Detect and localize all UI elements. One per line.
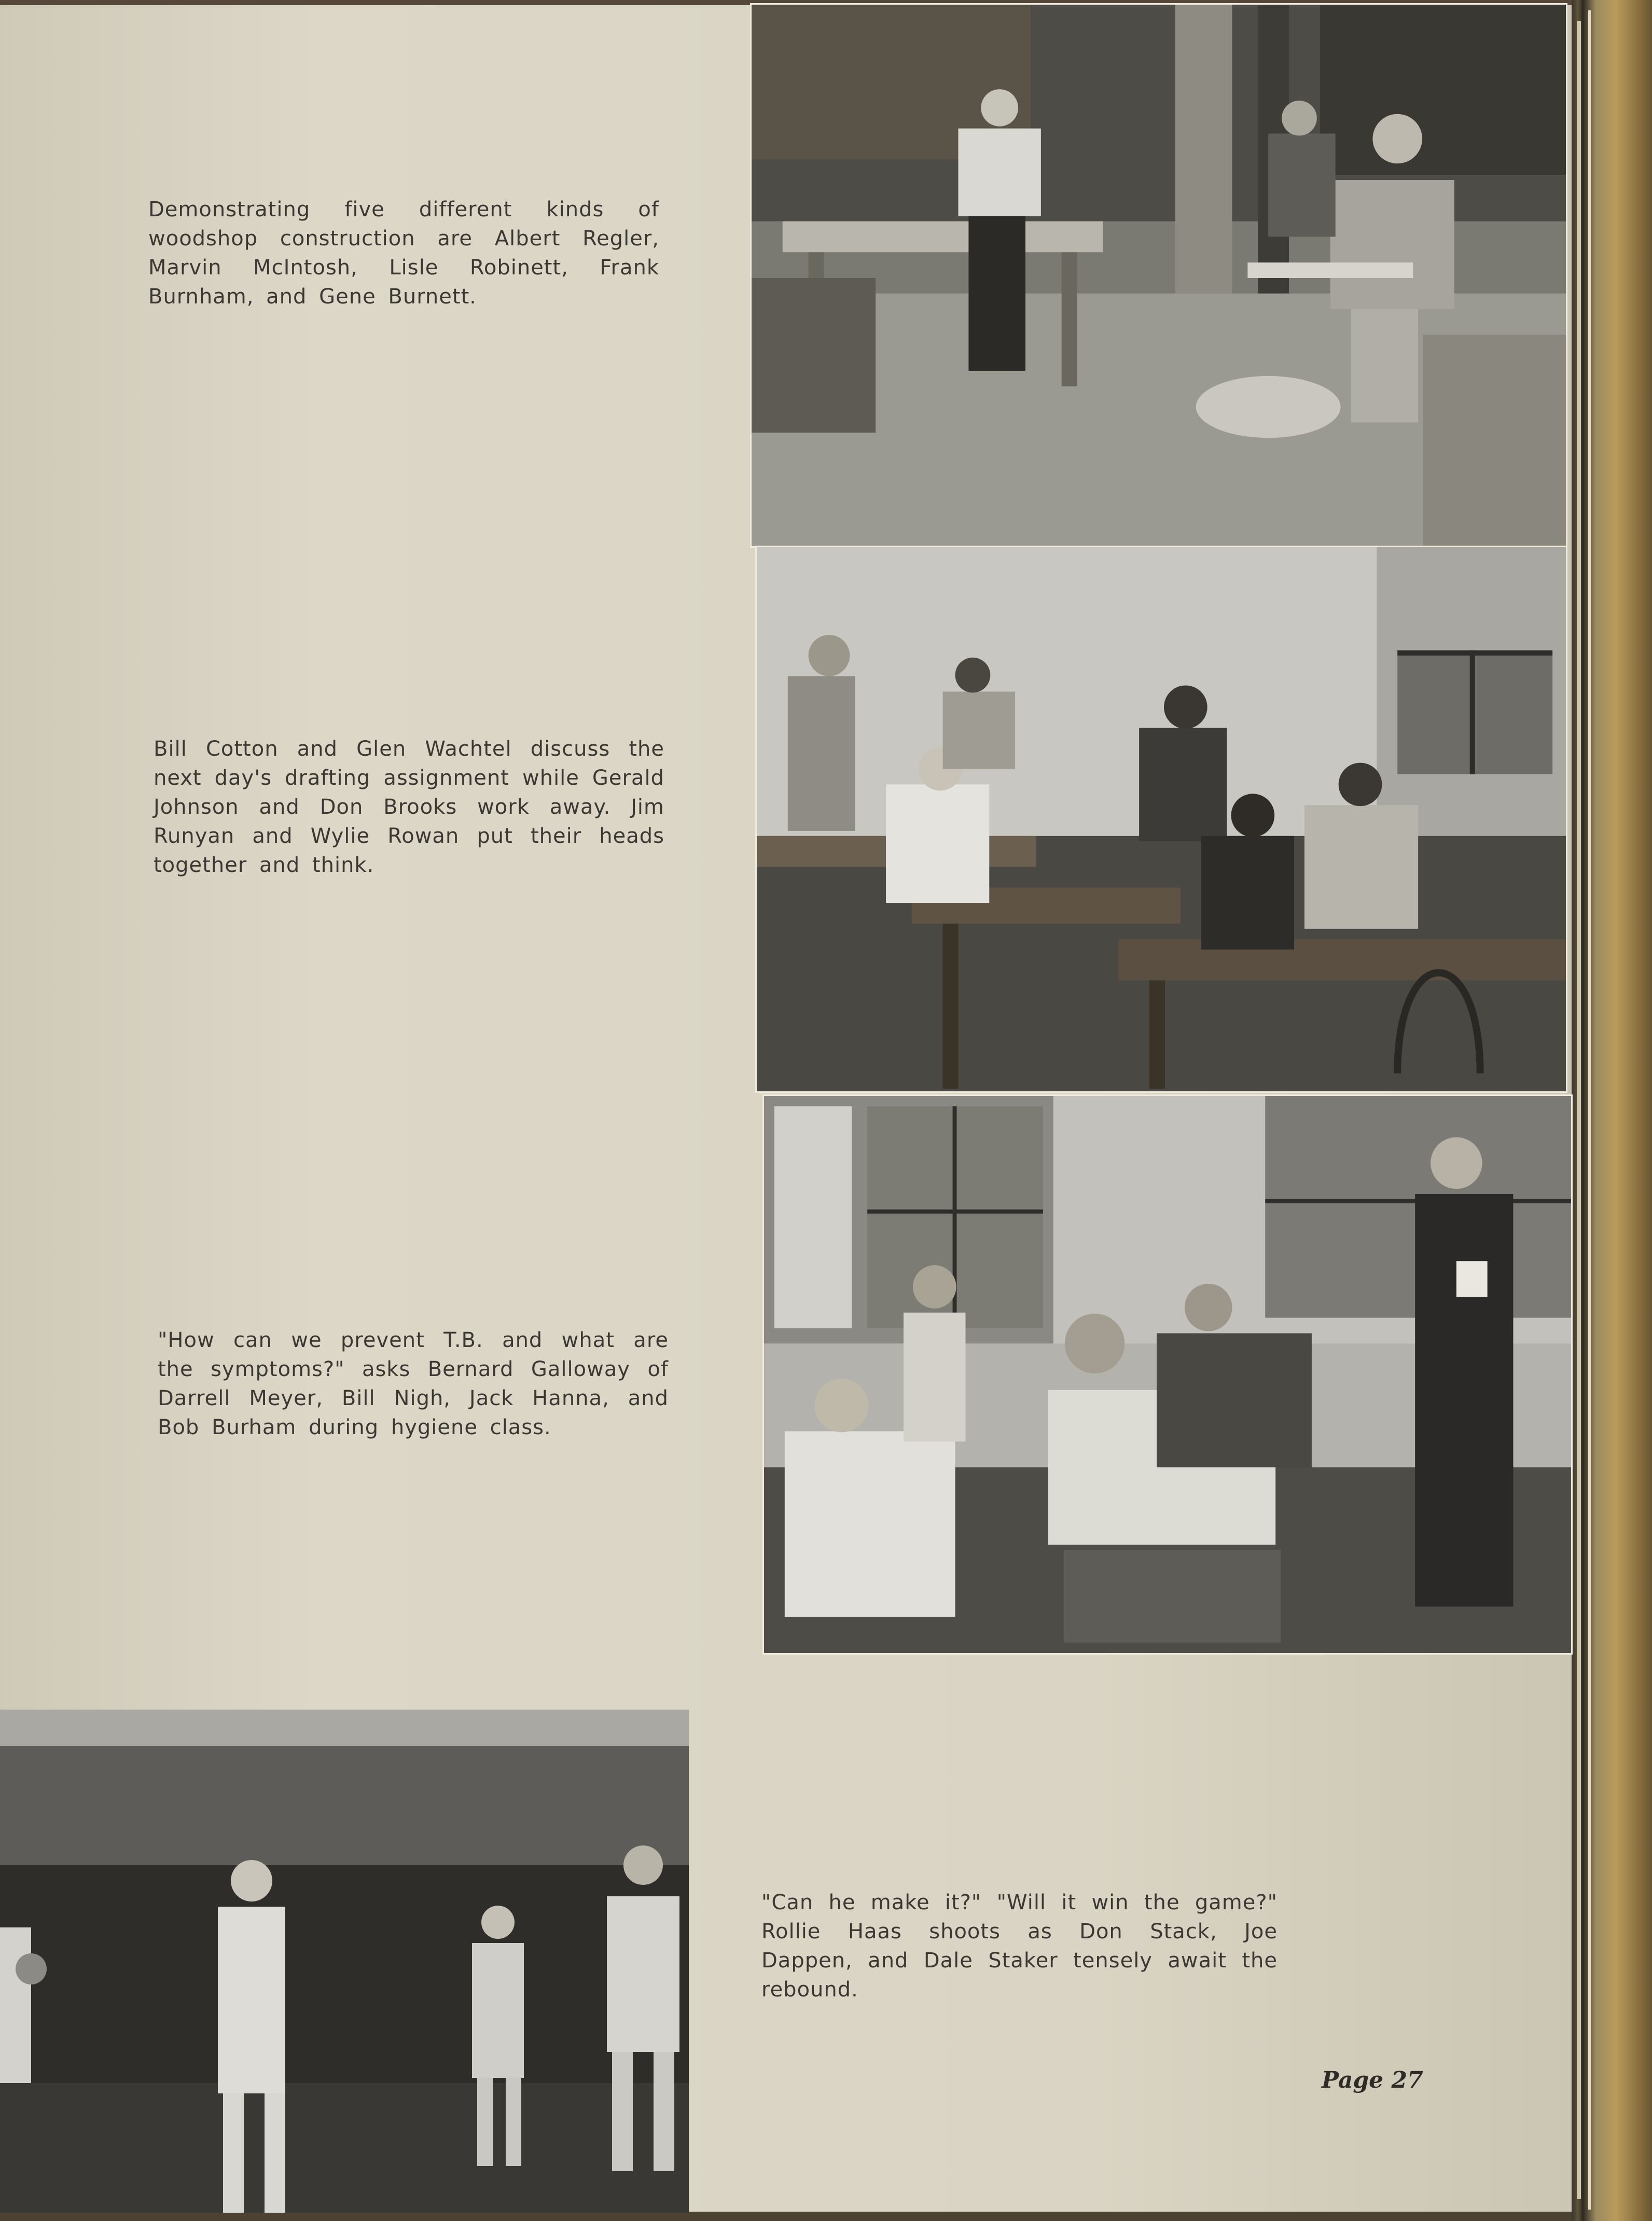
drafting-class-photo xyxy=(755,546,1567,1093)
hygiene-class-photo xyxy=(762,1094,1573,1655)
binding-page-edge xyxy=(1588,10,1591,2210)
binding-page-edge xyxy=(1577,21,1581,2199)
woodshop-caption: Demonstrating five different kinds of woodshop construction are Albert Regler, Marvin McIntosh, Lisle Robinett, Frank Burnham, and Gene Burnett. xyxy=(148,198,659,309)
drafting-caption: Bill Cotton and Glen Wachtel discuss the next day's drafting assignment while Gerald Johnson and Don Brooks work away. Jim Runyan and Wylie Rowan put their heads together and think. xyxy=(154,737,664,877)
basketball-caption: "Can he make it?" "Will it win the game?" Rollie Haas shoots as Don Stack, Joe Dappen, and Dale Staker tensely await the rebound. xyxy=(761,1891,1278,2002)
basketball-photo xyxy=(0,1710,689,2213)
book-binding xyxy=(1572,0,1652,2221)
hygiene-caption: "How can we prevent T.B. and what are the symptoms?" asks Bernard Galloway of Darrell Meyer, Bill Nigh, Jack Hanna, and Bob Burham during hygiene class. xyxy=(158,1328,669,1439)
page-bottom-edge xyxy=(0,2212,1572,2221)
woodshop-photo-image xyxy=(752,5,1566,546)
woodshop-photo xyxy=(750,3,1567,548)
drafting-class-photo-image xyxy=(757,547,1566,1091)
basketball-photo-image xyxy=(0,1710,689,2213)
page-number: Page 27 xyxy=(1322,2067,1423,2093)
hygiene-class-photo-image xyxy=(764,1096,1571,1653)
